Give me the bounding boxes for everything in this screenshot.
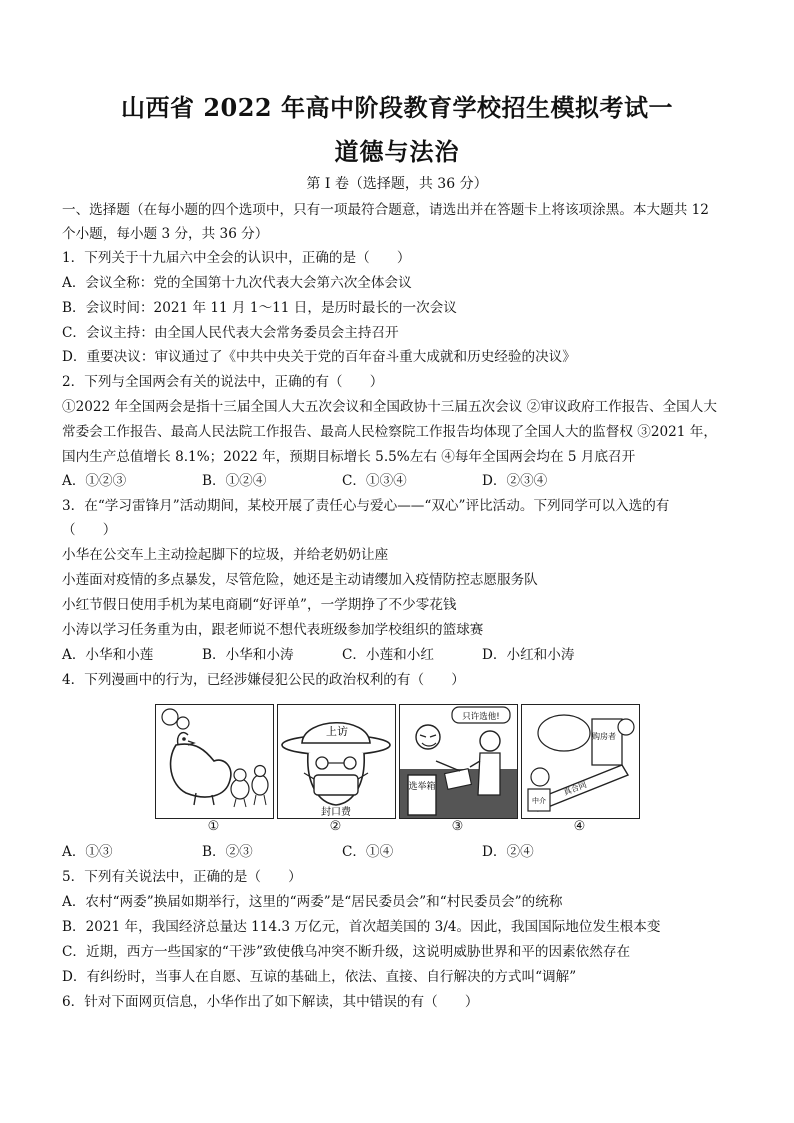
contract-illustration [522, 705, 639, 818]
option: A．小华和小莲 [62, 647, 154, 663]
question-body: 常委会工作报告、最高人民法院工作报告、最高人民检察院工作报告均体现了全国人大的监督权 ③2021 年， [62, 424, 717, 440]
option-row [62, 471, 547, 491]
comic-panel-3 [399, 704, 518, 819]
comic-panel-4 [521, 704, 640, 819]
option: D．重要决议：审议通过了《中共中央关于党的百年奋斗重大成就和历史经验的决议》 [62, 349, 576, 365]
option: D．②③④ [482, 473, 548, 489]
option: A．会议全称：党的全国第十九次代表大会第六次全体会议 [62, 275, 412, 291]
comic-panel-2 [277, 704, 396, 819]
ballot-box-illustration [400, 705, 517, 818]
question-body: 小涛以学习任务重为由，跟老师说不想代表班级参加学校组织的篮球赛 [62, 622, 484, 638]
option-row [62, 842, 534, 862]
question-stem-cont: （ ） [62, 522, 117, 538]
hen-illustration [156, 705, 273, 818]
comic-panel-1 [155, 704, 274, 819]
option: C．①③④ [342, 473, 407, 489]
question-stem: 6．针对下面网页信息，小华作出了如下解读，其中错误的有（ ） [62, 994, 479, 1010]
option: B．②③ [202, 844, 253, 860]
speech-bubble: 只许选他! [462, 712, 500, 722]
option: D．②④ [482, 844, 534, 860]
option: B．2021 年，我国经济总量达 114.3 万亿元，首次超美国的 3/4。因此，我国国际地位发生根本变 [62, 919, 661, 935]
option: C．小莲和小红 [342, 647, 434, 663]
option: A．①③ [62, 844, 113, 860]
option: C．①④ [342, 844, 394, 860]
hat-label: 上访 [326, 725, 348, 738]
option: B．小华和小涛 [202, 647, 294, 663]
option: A．农村“两委”换届如期举行，这里的“两委”是“居民委员会”和“村民委员会”的统称 [62, 894, 563, 910]
contract-label: 真合同 [562, 780, 588, 798]
question-stem: 2．下列与全国两会有关的说法中，正确的有（ ） [62, 374, 384, 390]
question-body: 小华在公交车上主动捡起脚下的垃圾，并给老奶奶让座 [62, 547, 389, 563]
agent-label: 中介 [532, 797, 546, 805]
question-stem: 5．下列有关说法中，正确的是（ ） [62, 869, 302, 885]
option: A．①②③ [62, 473, 127, 489]
option: C．近期，西方一些国家的“干涉”致使俄乌冲突不断升级，这说明威胁世界和平的因素依然存在 [62, 944, 631, 960]
option-row [62, 645, 574, 665]
option: D．有纠纷时，当事人在自愿、互谅的基础上，依法、直接、自行解决的方式叫“调解” [62, 969, 577, 985]
option: B．会议时间：2021 年 11 月 1～11 日，是历时最长的一次会议 [62, 300, 457, 316]
option: C．会议主持：由全国人民代表大会常务委员会主持召开 [62, 325, 399, 341]
buyer-label: 购房者 [592, 732, 616, 741]
option: D．小红和小涛 [482, 647, 575, 663]
exam-title: 山西省 2022 年高中阶段教育学校招生模拟考试一 [120, 93, 673, 122]
question-stem: 3．在“学习雷锋月”活动期间，某校开展了责任心与爱心——“双心”评比活动。下列同学可以入选的有 [62, 498, 670, 514]
question-body: ①2022 年全国两会是指十三届全国人大五次会议和全国政协十三届五次会议 ②审议政府工作报告、全国人大 [62, 399, 717, 415]
panel-number: ④ [573, 819, 586, 834]
panel-number: ① [207, 819, 220, 834]
panel-number: ③ [451, 819, 464, 834]
subject-title: 道德与法治 [334, 137, 460, 166]
intro-line: 一、选择题（在每小题的四个选项中，只有一项最符合题意，请选出并在答题卡上将该项涂黑。本大题共 12 [62, 202, 709, 218]
section-heading: 第 I 卷（选择题，共 36 分） [306, 176, 488, 192]
question-body: 小红节假日使用手机为某电商刷“好评单”，一学期挣了不少零花钱 [62, 597, 457, 613]
comic-panels [155, 704, 643, 834]
question-body: 小莲面对疫情的多点暴发，尽管危险，她还是主动请缨加入疫情防控志愿服务队 [62, 572, 538, 588]
question-stem: 4．下列漫画中的行为，已经涉嫌侵犯公民的政治权利的有（ ） [62, 672, 465, 688]
question-body: 国内生产总值增长 8.1%；2022 年，预期目标增长 5.5%左右 ④每年全国两会均在 5 月底召开 [62, 449, 636, 465]
intro-line: 个小题，每小题 3 分，共 36 分） [62, 226, 269, 242]
panel-caption: 封口费 [321, 807, 351, 818]
ballot-box-label: 选举箱 [408, 782, 436, 792]
petitioner-illustration [278, 705, 395, 818]
panel-number: ② [329, 819, 342, 834]
question-stem: 1．下列关于十九届六中全会的认识中，正确的是（ ） [62, 250, 411, 266]
option: B．①②④ [202, 473, 267, 489]
